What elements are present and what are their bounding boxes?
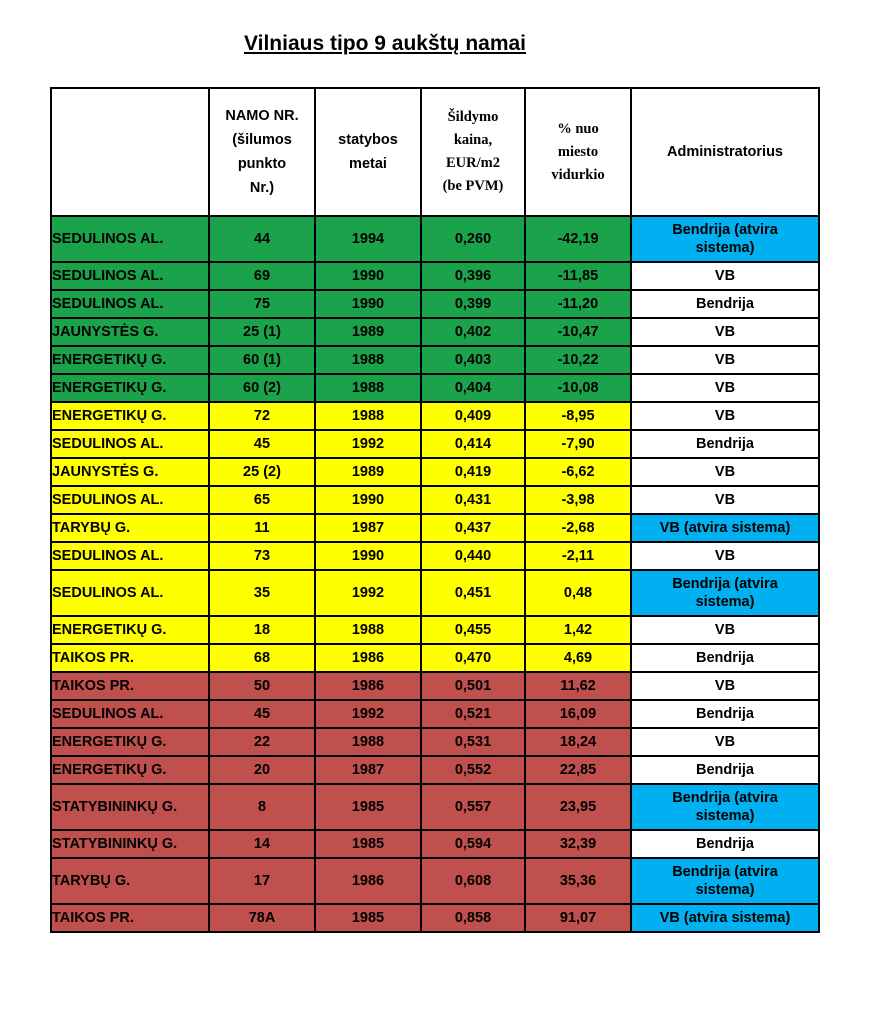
administrator-line: VB: [714, 324, 736, 340]
heating-price-cell: 0,396: [421, 262, 525, 290]
build-year-cell: 1988: [315, 616, 421, 644]
administrator-cell: [631, 486, 819, 514]
street-cell: SEDULINOS AL.: [51, 216, 209, 262]
heating-price-cell: 0,594: [421, 830, 525, 858]
build-year-cell: 1986: [315, 858, 421, 904]
administrator-line: VB: [714, 734, 736, 750]
table-row: [51, 514, 819, 542]
heating-price-cell: 0,404: [421, 374, 525, 402]
administrator-line: VB (atvira sistema): [659, 910, 791, 926]
street-cell: TARYBŲ G.: [51, 858, 209, 904]
administrator-line: VB: [714, 464, 736, 480]
administrator-cell: [631, 542, 819, 570]
street-cell: TAIKOS PR.: [51, 644, 209, 672]
heating-price-cell: 0,399: [421, 290, 525, 318]
heating-price-cell: 0,431: [421, 486, 525, 514]
administrator-cell: [631, 830, 819, 858]
street-cell: ENERGETIKŲ G.: [51, 756, 209, 784]
heating-price-cell: 0,451: [421, 570, 525, 616]
table-row: [51, 346, 819, 374]
header-row: [51, 88, 819, 216]
administrator-cell: [631, 756, 819, 784]
administrator-line: Bendrija (atvira: [672, 864, 778, 880]
house-number-cell: 60 (1): [209, 346, 315, 374]
build-year-cell: 1990: [315, 542, 421, 570]
house-number-cell: 17: [209, 858, 315, 904]
administrator-cell: [631, 784, 819, 830]
percent-cell: -2,11: [525, 542, 631, 570]
heating-price-cell: 0,455: [421, 616, 525, 644]
build-year-cell: 1985: [315, 784, 421, 830]
table-row: [51, 430, 819, 458]
house-number-cell: 25 (1): [209, 318, 315, 346]
heating-price-cell: 0,608: [421, 858, 525, 904]
table-row: [51, 700, 819, 728]
administrator-line: Bendrija: [695, 762, 754, 778]
header-administrator: Administratorius: [631, 88, 819, 216]
street-cell: ENERGETIKŲ G.: [51, 616, 209, 644]
administrator-line: Bendrija: [695, 706, 754, 722]
street-cell: SEDULINOS AL.: [51, 570, 209, 616]
heating-price-cell: 0,419: [421, 458, 525, 486]
heating-price-cell: 0,501: [421, 672, 525, 700]
percent-cell: -10,08: [525, 374, 631, 402]
administrator-cell: [631, 728, 819, 756]
build-year-cell: 1992: [315, 430, 421, 458]
percent-cell: 16,09: [525, 700, 631, 728]
heating-price-cell: 0,403: [421, 346, 525, 374]
build-year-cell: 1992: [315, 700, 421, 728]
heating-price-cell: 0,470: [421, 644, 525, 672]
table-row: [51, 904, 819, 932]
percent-cell: 35,36: [525, 858, 631, 904]
heating-price-cell: 0,437: [421, 514, 525, 542]
administrator-line: VB: [714, 352, 736, 368]
build-year-cell: 1988: [315, 728, 421, 756]
house-number-cell: 44: [209, 216, 315, 262]
house-number-cell: 60 (2): [209, 374, 315, 402]
table-row: [51, 830, 819, 858]
heating-price-cell: 0,552: [421, 756, 525, 784]
house-number-cell: 25 (2): [209, 458, 315, 486]
table-row: [51, 858, 819, 904]
percent-cell: -10,22: [525, 346, 631, 374]
build-year-cell: 1990: [315, 290, 421, 318]
header-heating-price: Šildymo kaina, EUR/m2 (be PVM): [421, 88, 525, 216]
percent-cell: -6,62: [525, 458, 631, 486]
percent-cell: 1,42: [525, 616, 631, 644]
administrator-line: Bendrija: [695, 836, 754, 852]
administrator-line: VB: [714, 492, 736, 508]
heating-price-cell: 0,440: [421, 542, 525, 570]
build-year-cell: 1985: [315, 830, 421, 858]
administrator-cell: [631, 346, 819, 374]
street-cell: TARYBŲ G.: [51, 514, 209, 542]
heating-price-cell: 0,521: [421, 700, 525, 728]
street-cell: SEDULINOS AL.: [51, 290, 209, 318]
table-row: [51, 644, 819, 672]
administrator-line: Bendrija (atvira: [672, 790, 778, 806]
house-number-cell: 45: [209, 700, 315, 728]
build-year-cell: 1986: [315, 672, 421, 700]
build-year-cell: 1994: [315, 216, 421, 262]
build-year-cell: 1990: [315, 262, 421, 290]
table-row: [51, 402, 819, 430]
table-row: [51, 784, 819, 830]
street-cell: ENERGETIKŲ G.: [51, 728, 209, 756]
administrator-line: Bendrija: [695, 296, 754, 312]
table-row: [51, 756, 819, 784]
heating-price-cell: 0,414: [421, 430, 525, 458]
table-row: [51, 542, 819, 570]
administrator-cell: [631, 458, 819, 486]
house-number-cell: 68: [209, 644, 315, 672]
table-row: [51, 728, 819, 756]
administrator-cell: [631, 616, 819, 644]
administrator-cell: [631, 216, 819, 262]
house-number-cell: 14: [209, 830, 315, 858]
build-year-cell: 1987: [315, 756, 421, 784]
street-cell: ENERGETIKŲ G.: [51, 402, 209, 430]
administrator-cell: [631, 318, 819, 346]
administrator-cell: [631, 430, 819, 458]
administrator-cell: [631, 858, 819, 904]
percent-cell: -11,20: [525, 290, 631, 318]
house-number-cell: 18: [209, 616, 315, 644]
administrator-cell: [631, 262, 819, 290]
house-number-cell: 72: [209, 402, 315, 430]
administrator-line: VB: [714, 380, 736, 396]
percent-cell: 0,48: [525, 570, 631, 616]
administrator-cell: [631, 672, 819, 700]
heating-price-cell: 0,409: [421, 402, 525, 430]
street-cell: SEDULINOS AL.: [51, 542, 209, 570]
build-year-cell: 1992: [315, 570, 421, 616]
administrator-cell: [631, 290, 819, 318]
build-year-cell: 1990: [315, 486, 421, 514]
build-year-cell: 1985: [315, 904, 421, 932]
house-number-cell: 20: [209, 756, 315, 784]
table-row: [51, 216, 819, 262]
table-row: [51, 290, 819, 318]
header-house-number: NAMO NR. (šilumos punkto Nr.): [209, 88, 315, 216]
street-cell: SEDULINOS AL.: [51, 262, 209, 290]
house-number-cell: 8: [209, 784, 315, 830]
table-row: [51, 486, 819, 514]
house-number-cell: 78A: [209, 904, 315, 932]
table-row: [51, 374, 819, 402]
administrator-line: VB: [714, 268, 736, 284]
build-year-cell: 1989: [315, 318, 421, 346]
header-street: [51, 88, 209, 216]
administrator-line: sistema): [695, 882, 755, 898]
heating-price-cell: 0,402: [421, 318, 525, 346]
heating-price-cell: 0,531: [421, 728, 525, 756]
build-year-cell: 1987: [315, 514, 421, 542]
build-year-cell: 1988: [315, 374, 421, 402]
administrator-line: sistema): [695, 240, 755, 256]
heating-price-cell: 0,858: [421, 904, 525, 932]
administrator-line: VB: [714, 678, 736, 694]
percent-cell: 32,39: [525, 830, 631, 858]
house-number-cell: 45: [209, 430, 315, 458]
table-row: [51, 616, 819, 644]
page-title: Vilniaus tipo 9 aukštų namai: [243, 32, 527, 55]
street-cell: SEDULINOS AL.: [51, 700, 209, 728]
house-number-cell: 69: [209, 262, 315, 290]
build-year-cell: 1989: [315, 458, 421, 486]
percent-cell: -2,68: [525, 514, 631, 542]
administrator-cell: [631, 644, 819, 672]
administrator-line: VB: [714, 408, 736, 424]
percent-cell: -11,85: [525, 262, 631, 290]
build-year-cell: 1988: [315, 402, 421, 430]
heating-price-cell: 0,557: [421, 784, 525, 830]
administrator-line: VB: [714, 548, 736, 564]
percent-cell: 91,07: [525, 904, 631, 932]
build-year-cell: 1986: [315, 644, 421, 672]
street-cell: STATYBININKŲ G.: [51, 830, 209, 858]
percent-cell: 18,24: [525, 728, 631, 756]
administrator-cell: [631, 374, 819, 402]
percent-cell: 22,85: [525, 756, 631, 784]
header-percent-of-average: % nuo miesto vidurkio: [525, 88, 631, 216]
street-cell: TAIKOS PR.: [51, 672, 209, 700]
house-number-cell: 73: [209, 542, 315, 570]
table-row: [51, 262, 819, 290]
percent-cell: -7,90: [525, 430, 631, 458]
header-build-year: statybos metai: [315, 88, 421, 216]
table-row: [51, 672, 819, 700]
table-row: [51, 318, 819, 346]
percent-cell: 4,69: [525, 644, 631, 672]
street-cell: SEDULINOS AL.: [51, 486, 209, 514]
heating-price-cell: 0,260: [421, 216, 525, 262]
administrator-line: Bendrija: [695, 436, 754, 452]
house-number-cell: 11: [209, 514, 315, 542]
house-number-cell: 22: [209, 728, 315, 756]
administrator-cell: [631, 570, 819, 616]
administrator-cell: [631, 700, 819, 728]
administrator-line: Bendrija (atvira: [672, 576, 778, 592]
house-number-cell: 65: [209, 486, 315, 514]
administrator-cell: [631, 402, 819, 430]
street-cell: SEDULINOS AL.: [51, 430, 209, 458]
street-cell: STATYBININKŲ G.: [51, 784, 209, 830]
administrator-line: VB: [714, 622, 736, 638]
street-cell: TAIKOS PR.: [51, 904, 209, 932]
administrator-line: Bendrija: [695, 650, 754, 666]
percent-cell: 11,62: [525, 672, 631, 700]
administrator-line: Bendrija (atvira: [672, 222, 778, 238]
administrator-cell: [631, 904, 819, 932]
house-number-cell: 75: [209, 290, 315, 318]
table-row: [51, 570, 819, 616]
house-number-cell: 50: [209, 672, 315, 700]
street-cell: ENERGETIKŲ G.: [51, 374, 209, 402]
street-cell: ENERGETIKŲ G.: [51, 346, 209, 374]
house-number-cell: 35: [209, 570, 315, 616]
street-cell: JAUNYSTĖS G.: [51, 458, 209, 486]
heating-price-table: [50, 87, 820, 933]
administrator-cell: [631, 514, 819, 542]
table-row: [51, 458, 819, 486]
percent-cell: 23,95: [525, 784, 631, 830]
administrator-line: sistema): [695, 808, 755, 824]
percent-cell: -10,47: [525, 318, 631, 346]
percent-cell: -8,95: [525, 402, 631, 430]
build-year-cell: 1988: [315, 346, 421, 374]
percent-cell: -3,98: [525, 486, 631, 514]
street-cell: JAUNYSTĖS G.: [51, 318, 209, 346]
administrator-line: VB (atvira sistema): [659, 520, 791, 536]
administrator-line: sistema): [695, 594, 755, 610]
percent-cell: -42,19: [525, 216, 631, 262]
